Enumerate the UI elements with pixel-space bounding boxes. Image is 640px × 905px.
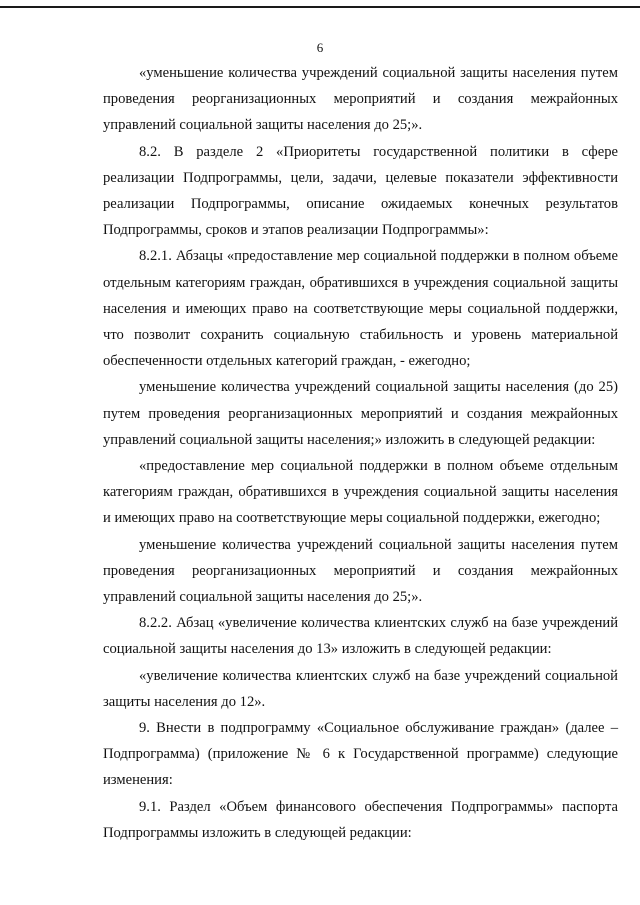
paragraph-8-2-1: 8.2.1. Абзацы «предоставление мер социальной поддержки в полном объеме отдельным категориям граждан, обратившихся в учреждения социальной защиты населения и имеющих право на соответствующие меры социальной поддержки, что позволит сохранить социальную стабильность и уровень материальной обеспеченности отдельных категорий граждан, - ежегодно; <box>103 248 618 370</box>
paragraph-reduction-old: уменьшение количества учреждений социальной защиты населения (до 25) путем проведения реорганизационных мероприятий и создания межрайонных управлений социальной защиты населения;» изложить в следующей редакции: <box>103 379 618 448</box>
paragraph-support-new: «предоставление мер социальной поддержки в полном объеме отдельным категориям граждан, обратившихся в учреждения социальной защиты населения и имеющих право на соответствующие меры социальной поддержки, ежегодно; <box>103 458 618 527</box>
page-number: 6 <box>316 40 324 55</box>
top-border-line <box>0 6 640 8</box>
paragraph-reduction-quote: «уменьшение количества учреждений социальной защиты населения путем проведения реорганизационных мероприятий и создания межрайонных управлений социальной защиты населения до 25;». <box>103 65 618 134</box>
paragraph-9: 9. Внести в подпрограмму «Социальное обслуживание граждан» (далее – Подпрограмма) (приложение № 6 к Государственной программе) следующие изменения: <box>103 720 618 789</box>
paragraph-client-services-new: «увеличение количества клиентских служб на базе учреждений социальной защиты населения до 12». <box>103 667 618 710</box>
paragraph-9-1: 9.1. Раздел «Объем финансового обеспечения Подпрограммы» паспорта Подпрограммы изложить в следующей редакции: <box>103 798 618 841</box>
paragraph-8-2-2: 8.2.2. Абзац «увеличение количества клиентских служб на базе учреждений социальной защиты населения до 13» изложить в следующей редакции: <box>103 615 618 658</box>
paragraph-8-2: 8.2. В разделе 2 «Приоритеты государственной политики в сфере реализации Подпрограммы, цели, задачи, целевые показатели эффективности реализации Подпрограммы, описание ожидаемых конечных результатов Подпрограммы, сроков и этапов реализации Подпрограммы»: <box>103 143 618 239</box>
document-body <box>103 60 618 846</box>
paragraph-reduction-new: уменьшение количества учреждений социальной защиты населения путем проведения реорганизационных мероприятий и создания межрайонных управлений социальной защиты населения до 25;». <box>103 536 618 606</box>
